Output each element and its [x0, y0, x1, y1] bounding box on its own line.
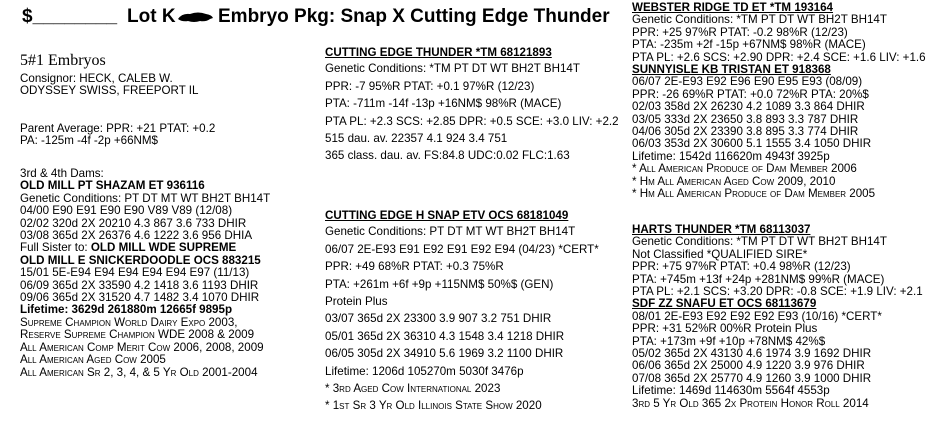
sire2-title: HARTS THUNDER *TM 68113037	[632, 223, 811, 236]
full-sister-name: OLD MILL WDE SUPREME	[90, 241, 237, 255]
dam2-line: 06/06 365d 2X 25000 4.9 1220 3.9 976 DHIR	[632, 359, 865, 373]
sire-block	[325, 47, 619, 163]
dam2-line: PTA: +173m +9f +10p +78NM$ 42%$	[632, 334, 826, 348]
sire2-line: Not Classified *QUALIFIED SIRE*	[632, 247, 808, 261]
gdam-line: Lifetime: 1542d 116620m 4943f 3925p	[632, 149, 830, 163]
pa-values: PA: -125m -4f -2p +66NM$	[20, 134, 159, 148]
package-title: Embryo Pkg: Snap X Cutting Edge Thunder	[218, 6, 610, 27]
dam1-line: 04/00 E90 E91 E90 E90 V89 V89 (12/08)	[20, 204, 233, 218]
consignor: Consignor: HECK, CALEB W.	[20, 72, 173, 85]
sire-title: CUTTING EDGE THUNDER *TM 68121893	[325, 46, 552, 59]
sire-line: PPR: -7 95%R PTAT: +0.1 97%R (12/23)	[325, 79, 535, 93]
dam-line: 05/01 365d 2X 36310 4.3 1548 3.4 1218 DHIR	[325, 329, 565, 343]
lifetime: Lifetime: 3629d 261880m 12665f 9895p	[20, 303, 233, 317]
dam-line: PPR: +49 68%R PTAT: +0.3 75%R	[325, 260, 504, 274]
consignor-block	[20, 73, 198, 98]
maternal-grandsire-block	[632, 2, 926, 201]
sire-line: Genetic Conditions: *TM PT DT WT BH2T BH14T	[325, 62, 580, 76]
dam2-line: 05/02 365d 2X 43130 4.6 1974 3.9 1692 DHIR	[632, 347, 872, 361]
mgs-line: Genetic Conditions: *TM PT DT WT BH2T BH14T	[632, 13, 887, 27]
gdam-line: 06/03 353d 2X 30600 5.1 1555 3.4 1050 DHIR	[632, 137, 872, 151]
dams-label: 3rd & 4th Dams:	[20, 167, 104, 180]
award: All American Comp Merit Cow 2006, 2008, 2009	[20, 340, 264, 354]
sire-line: PTA PL: +2.3 SCS: +2.85 DPR: +0.5 SCE: +3.0 LIV: +2.2	[325, 114, 619, 128]
gdam-line: 04/06 305d 2X 23390 3.8 895 3.3 774 DHIR	[632, 125, 859, 139]
dam-line: 06/07 2E-E93 E91 E92 E91 E92 E94 (04/23) *CERT*	[325, 242, 599, 256]
dam2-line: Lifetime: 1469d 114630m 5564f 4553p	[632, 384, 830, 398]
dam-line: 06/05 305d 2X 34910 5.6 1969 3.2 1100 DHIR	[325, 347, 564, 361]
sire2-line: Genetic Conditions: *TM PT DT WT BH2T BH14T	[632, 235, 887, 249]
sire2-line: PTA: +745m +13f +24p +281NM$ 99%R (MACE)	[632, 272, 885, 286]
sire-line: 365 class. dau. av. FS:84.8 UDC:0.02 FLC:1.63	[325, 149, 570, 163]
embryo-count: 5#1 Embryos	[20, 52, 106, 69]
award: All American Aged Cow 2005	[20, 353, 166, 367]
dam1-line: Genetic Conditions: PT DT MT WT BH2T BH14T	[20, 191, 271, 205]
dams-block	[20, 168, 270, 379]
dam1-line: 03/08 365d 2X 26376 4.6 1222 3.6 956 DHIA	[20, 229, 253, 243]
gdam-line: 03/05 333d 2X 23650 3.8 893 3.3 787 DHIR	[632, 112, 859, 126]
dam2-line: 15/01 5E-E94 E94 E94 E94 E94 E97 (11/13)	[20, 266, 250, 280]
award: Reserve Supreme Champion WDE 2008 & 2009	[20, 328, 255, 342]
gdam-award: * Hm All American Aged Cow 2009, 2010	[632, 174, 836, 188]
gdam-line: 02/03 358d 2X 26230 4.2 1089 3.3 864 DHIR	[632, 100, 865, 114]
gdam-line: PPR: -26 69%R PTAT: +0.0 72%R PTA: 20%$	[632, 87, 869, 101]
sire2-line: PTA PL: +2.1 SCS: +3.20 DPR: -0.8 SCE: +1.9 LIV: +2.1	[632, 285, 923, 299]
mgs-line: PPR: +25 97%R PTAT: -0.2 98%R (12/23)	[632, 25, 848, 39]
award: All American Sr 2, 3, 4, & 5 Yr Old 2001-2004	[20, 365, 258, 379]
consignor-address: ODYSSEY SWISS, FREEPORT IL	[20, 84, 199, 98]
cow-silhouette-icon	[176, 10, 214, 24]
dam-line: 03/07 365d 2X 23300 3.9 907 3.2 751 DHIR	[325, 312, 552, 326]
dam2-line: PPR: +31 52%R 00%R Protein Plus	[632, 322, 818, 336]
parent-average-block	[20, 123, 215, 148]
parent-average: Parent Average: PPR: +21 PTAT: +0.2	[20, 122, 216, 135]
dam-line: PTA: +261m +6f +9p +115NM$ 50%$ (GEN)	[325, 277, 554, 291]
gdam-title: SUNNYISLE KB TRISTAN ET 918368	[632, 63, 831, 77]
dam-line: Genetic Conditions: PT DT MT WT BH2T BH14T	[325, 225, 576, 239]
gdam-award: * All American Produce of Dam Member 2006	[632, 162, 857, 176]
dam1-line: 02/02 320d 2X 20210 4.3 867 3.6 733 DHIR	[20, 216, 247, 230]
dam2-line: 08/01 2E-E93 E92 E92 E92 E93 (10/16) *CERT*	[632, 309, 882, 323]
dam1-name: OLD MILL PT SHAZAM ET 936116	[20, 179, 205, 193]
mgs-line: PTA: -235m +2f -15p +67NM$ 98%R (MACE)	[632, 38, 866, 52]
dam2-line: 07/08 365d 2X 25770 4.9 1260 3.9 1000 DHIR	[632, 371, 872, 385]
gdam-line: 06/07 2E-E93 E92 E96 E90 E95 E93 (08/09)	[632, 75, 863, 89]
sire2-line: PPR: +75 97%R PTAT: +0.4 98%R (12/23)	[632, 260, 851, 274]
lot-label: Lot K	[127, 6, 176, 27]
price-blank: $________	[22, 6, 118, 27]
dam2-award: 3rd 5 Yr Old 365 2x Protein Honor Roll 2014	[632, 396, 869, 410]
full-sister: Full Sister to: OLD MILL WDE SUPREME	[20, 241, 237, 255]
second-sire-block	[632, 224, 923, 410]
dam-title: CUTTING EDGE H SNAP ETV OCS 68181049	[325, 209, 569, 222]
mgs-title: WEBSTER RIDGE TD ET *TM 193164	[632, 1, 833, 14]
dam-block	[325, 210, 599, 413]
sire-line: 515 dau. av. 22357 4.1 924 3.4 751	[325, 132, 508, 146]
dam-line: Protein Plus	[325, 295, 388, 309]
dam-award: * 3rd Aged Cow International 2023	[325, 382, 501, 396]
gdam-award: * Hm All American Produce of Dam Member 2005	[632, 187, 876, 201]
dam2-line: 06/09 365d 2X 33590 4.2 1418 3.6 1193 DHIR	[20, 278, 259, 292]
dam-line: Lifetime: 1206d 105270m 5030f 3476p	[325, 364, 524, 378]
sire-line: PTA: -711m -14f -13p +16NM$ 98%R (MACE)	[325, 97, 562, 111]
award: Supreme Champion World Dairy Expo 2003,	[20, 315, 238, 329]
mgs-line: PTA PL: +2.6 SCS: +2.90 DPR: +2.4 SCE: +1.6 LIV: +1.6	[632, 50, 926, 64]
dam-award: * 1st Sr 3 Yr Old Illinois State Show 2020	[325, 399, 542, 413]
dam2-title: SDF ZZ SNAFU ET OCS 68113679	[632, 297, 817, 311]
dam2-line: 09/06 365d 2X 31520 4.7 1482 3.4 1070 DHIR	[20, 291, 260, 305]
dam2-name: OLD MILL E SNICKERDOODLE OCS 883215	[20, 253, 261, 267]
